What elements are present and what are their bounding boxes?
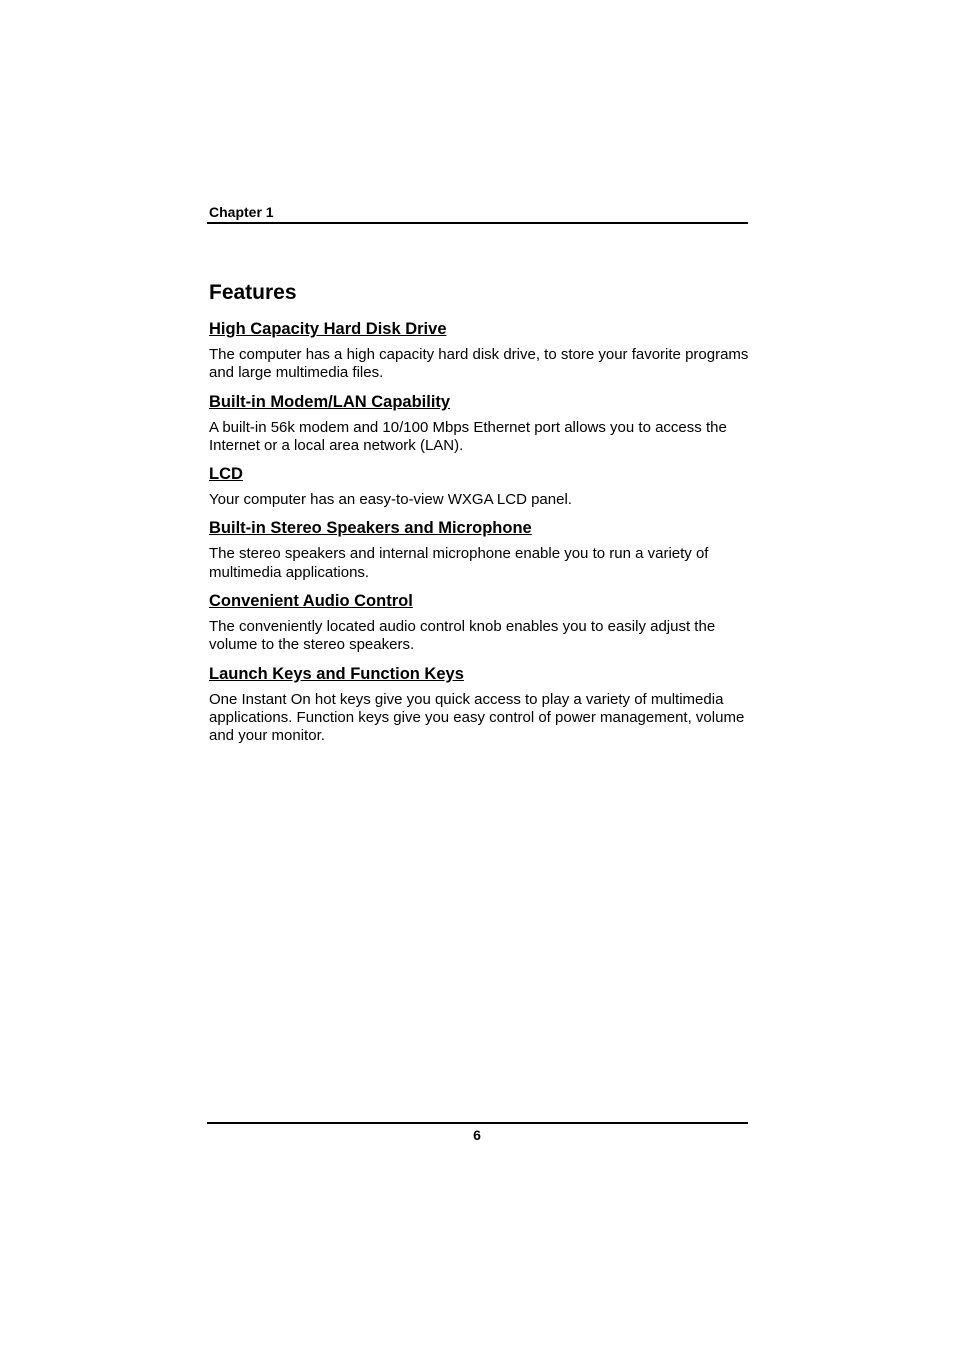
section-lcd — [209, 464, 749, 509]
section-hard-disk — [209, 319, 749, 383]
section-modem-lan — [209, 392, 749, 456]
section-heading: Built-in Modem/LAN Capability — [209, 392, 451, 411]
section-body: The computer has a high capacity hard disk drive, to store your favorite programs and large multimedia files. — [209, 346, 749, 382]
section-body: One Instant On hot keys give you quick access to play a variety of multimedia applications. Function keys give you easy control of power management, volume and your monitor. — [209, 690, 745, 745]
section-launch-function-keys — [209, 664, 749, 746]
page-number: 6 — [473, 1127, 481, 1143]
section-heading: Launch Keys and Function Keys — [209, 664, 464, 683]
page-title: Features — [209, 281, 297, 304]
section-heading: High Capacity Hard Disk Drive — [209, 320, 447, 338]
section-heading: Convenient Audio Control — [209, 592, 413, 611]
section-audio-control — [209, 591, 749, 655]
section-heading: LCD — [209, 465, 243, 484]
section-body: The conveniently located audio control knob enables you to easily adjust the volume to the stereo speakers. — [209, 618, 716, 654]
section-body: Your computer has an easy-to-view WXGA LCD panel. — [209, 491, 572, 509]
section-speakers-microphone — [209, 518, 749, 582]
section-heading: Built-in Stereo Speakers and Microphone — [209, 519, 532, 538]
section-body: A built-in 56k modem and 10/100 Mbps Ethernet port allows you to access the Internet or a local area network (LAN). — [209, 418, 727, 454]
chapter-header: Chapter 1 — [209, 204, 274, 220]
header-rule — [207, 222, 748, 224]
section-body: The stereo speakers and internal microphone enable you to run a variety of multimedia applications. — [209, 545, 709, 581]
footer-rule — [207, 1122, 748, 1124]
main-content — [209, 279, 749, 755]
